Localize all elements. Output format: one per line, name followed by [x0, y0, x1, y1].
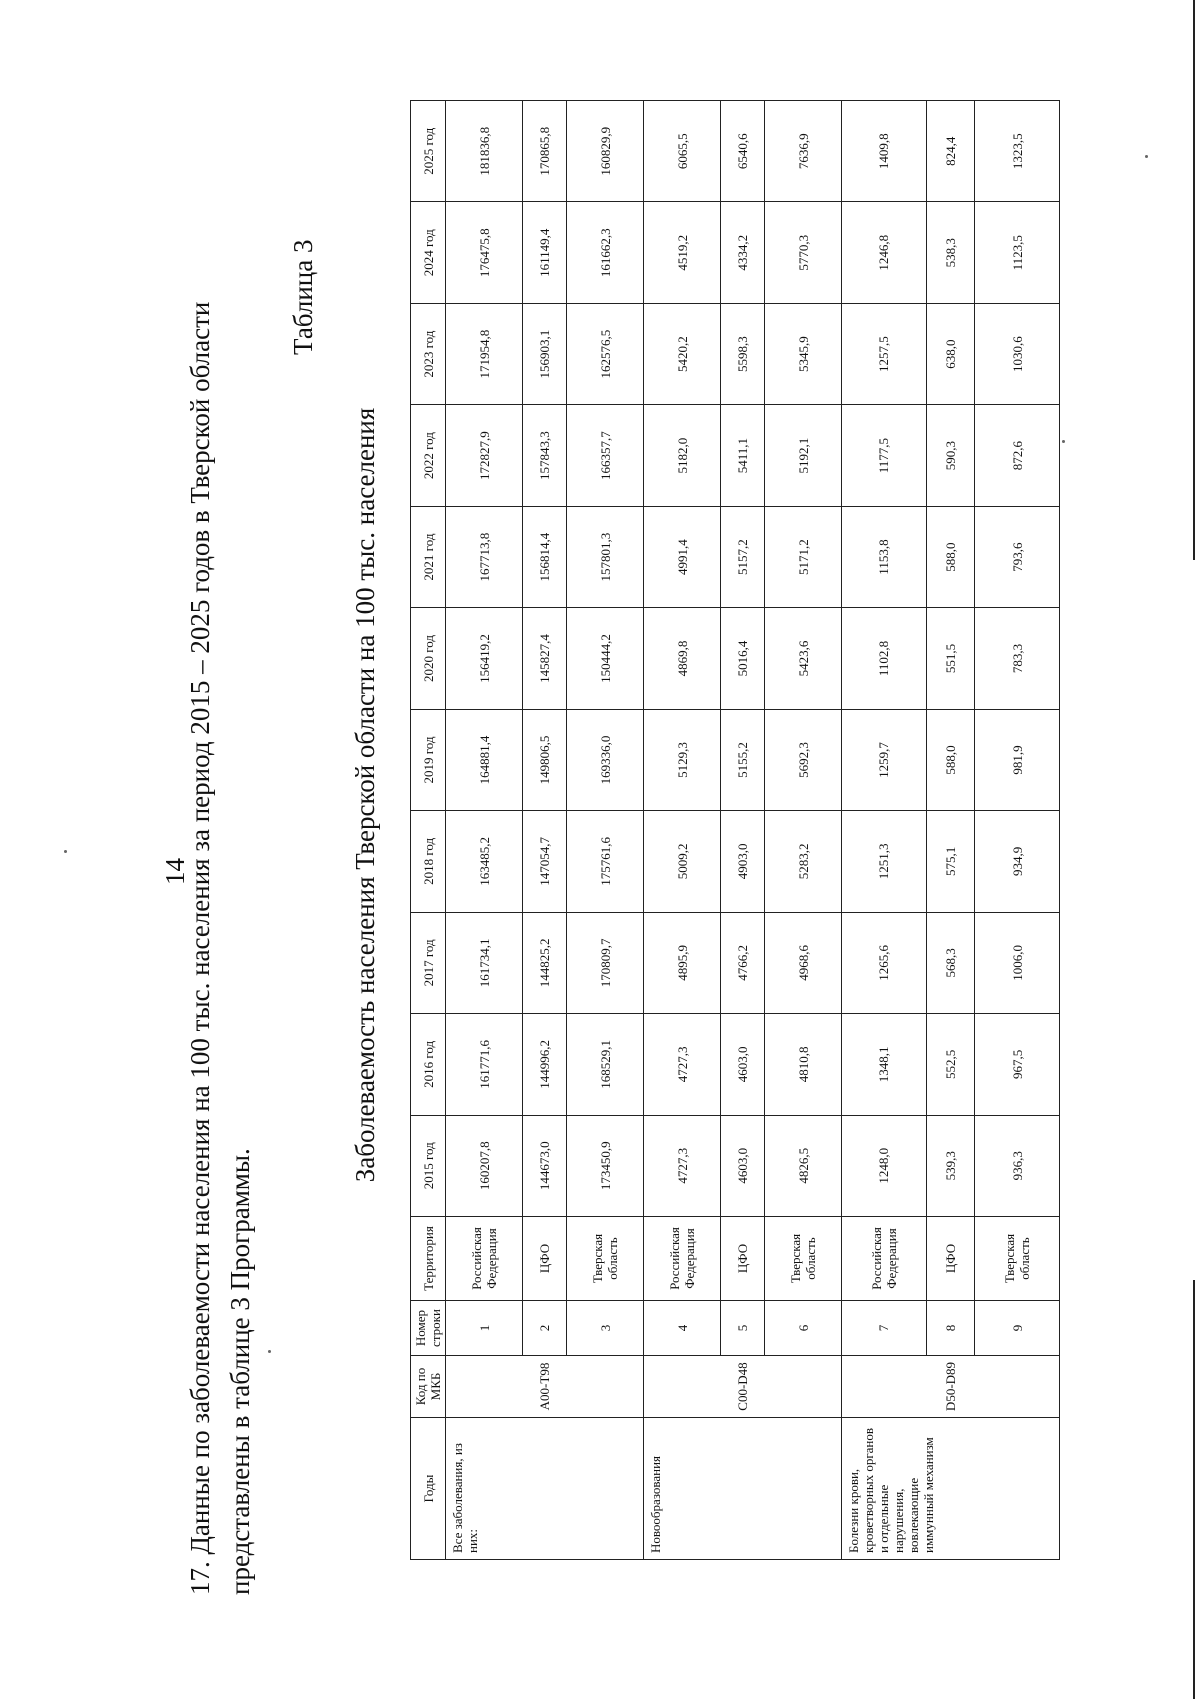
- row-number-cell: 7: [842, 1301, 927, 1356]
- value-cell: 144673,0: [523, 1115, 567, 1216]
- value-cell: 638,0: [926, 303, 974, 404]
- value-cell: 4810,8: [765, 1014, 842, 1115]
- value-cell: 5692,3: [765, 709, 842, 810]
- value-cell: 5016,4: [721, 608, 765, 709]
- header-year: 2020 год: [411, 608, 446, 709]
- value-cell: 161662,3: [567, 202, 644, 303]
- value-cell: 4903,0: [721, 811, 765, 912]
- value-cell: 552,5: [926, 1014, 974, 1115]
- value-cell: 160829,9: [567, 101, 644, 202]
- header-year: 2016 год: [411, 1014, 446, 1115]
- header-year: 2019 год: [411, 709, 446, 810]
- value-cell: 161734,1: [446, 912, 523, 1013]
- value-cell: 538,3: [926, 202, 974, 303]
- value-cell: 4869,8: [644, 608, 721, 709]
- value-cell: 1259,7: [842, 709, 927, 810]
- value-cell: 539,3: [926, 1115, 974, 1216]
- value-cell: 157801,3: [567, 506, 644, 607]
- value-cell: 5182,0: [644, 405, 721, 506]
- value-cell: 168529,1: [567, 1014, 644, 1115]
- territory-cell: Тверская область: [765, 1217, 842, 1301]
- row-number-cell: 3: [567, 1301, 644, 1356]
- value-cell: 162576,5: [567, 303, 644, 404]
- value-cell: 4826,5: [765, 1115, 842, 1216]
- table-row: [567, 101, 644, 1560]
- value-cell: 157843,3: [523, 405, 567, 506]
- header-year: 2022 год: [411, 405, 446, 506]
- value-cell: 4334,2: [721, 202, 765, 303]
- value-cell: 173450,9: [567, 1115, 644, 1216]
- value-cell: 1246,8: [842, 202, 927, 303]
- value-cell: 5009,2: [644, 811, 721, 912]
- table-row: [721, 101, 765, 1560]
- morbidity-table: [410, 100, 1060, 1560]
- table-header-row: [411, 101, 446, 1560]
- icd-code-cell: D50-D89: [842, 1356, 1060, 1418]
- value-cell: 4727,3: [644, 1014, 721, 1115]
- value-cell: 5411,1: [721, 405, 765, 506]
- value-cell: 1257,5: [842, 303, 927, 404]
- header-year: 2017 год: [411, 912, 446, 1013]
- value-cell: 170809,7: [567, 912, 644, 1013]
- value-cell: 5345,9: [765, 303, 842, 404]
- value-cell: 144996,2: [523, 1014, 567, 1115]
- territory-cell: Российская Федерация: [446, 1217, 523, 1301]
- value-cell: 872,6: [975, 405, 1060, 506]
- page-number: 14: [160, 858, 190, 885]
- table-number: Таблица 3: [288, 239, 318, 355]
- value-cell: 5420,2: [644, 303, 721, 404]
- value-cell: 1153,8: [842, 506, 927, 607]
- value-cell: 4519,2: [644, 202, 721, 303]
- row-number-cell: 6: [765, 1301, 842, 1356]
- value-cell: 4727,3: [644, 1115, 721, 1216]
- table-row: [842, 101, 927, 1560]
- value-cell: 156903,1: [523, 303, 567, 404]
- value-cell: 1177,5: [842, 405, 927, 506]
- value-cell: 6540,6: [721, 101, 765, 202]
- value-cell: 5155,2: [721, 709, 765, 810]
- territory-cell: ЦФО: [523, 1217, 567, 1301]
- territory-cell: Российская Федерация: [644, 1217, 721, 1301]
- header-year: 2018 год: [411, 811, 446, 912]
- value-cell: 981,9: [975, 709, 1060, 810]
- header-year: 2015 год: [411, 1115, 446, 1216]
- value-cell: 824,4: [926, 101, 974, 202]
- row-number-cell: 1: [446, 1301, 523, 1356]
- value-cell: 590,3: [926, 405, 974, 506]
- value-cell: 1006,0: [975, 912, 1060, 1013]
- value-cell: 5423,6: [765, 608, 842, 709]
- value-cell: 5598,3: [721, 303, 765, 404]
- header-year: 2021 год: [411, 506, 446, 607]
- row-number-cell: 9: [975, 1301, 1060, 1356]
- table-title: Заболеваемость населения Тверской области на 100 тыс. населения: [350, 407, 380, 1183]
- value-cell: 5770,3: [765, 202, 842, 303]
- value-cell: 6065,5: [644, 101, 721, 202]
- value-cell: 4603,0: [721, 1115, 765, 1216]
- table-row: [926, 101, 974, 1560]
- value-cell: 163485,2: [446, 811, 523, 912]
- value-cell: 150444,2: [567, 608, 644, 709]
- value-cell: 156419,2: [446, 608, 523, 709]
- territory-cell: ЦФО: [721, 1217, 765, 1301]
- value-cell: 167713,8: [446, 506, 523, 607]
- value-cell: 575,1: [926, 811, 974, 912]
- value-cell: 4766,2: [721, 912, 765, 1013]
- header-years: Годы: [411, 1418, 446, 1560]
- value-cell: 5171,2: [765, 506, 842, 607]
- header-year: 2023 год: [411, 303, 446, 404]
- rotated-page: [5, 65, 1195, 1625]
- category-cell: Новообразования: [644, 1418, 842, 1560]
- category-cell: Все заболевания, из них:: [446, 1418, 644, 1560]
- value-cell: 1265,6: [842, 912, 927, 1013]
- row-number-cell: 2: [523, 1301, 567, 1356]
- value-cell: 783,3: [975, 608, 1060, 709]
- icd-code-cell: C00-D48: [644, 1356, 842, 1418]
- value-cell: 5129,3: [644, 709, 721, 810]
- value-cell: 4991,4: [644, 506, 721, 607]
- value-cell: 149806,5: [523, 709, 567, 810]
- value-cell: 934,9: [975, 811, 1060, 912]
- value-cell: 4968,6: [765, 912, 842, 1013]
- territory-cell: ЦФО: [926, 1217, 974, 1301]
- value-cell: 147054,7: [523, 811, 567, 912]
- value-cell: 175761,6: [567, 811, 644, 912]
- value-cell: 4603,0: [721, 1014, 765, 1115]
- value-cell: 172827,9: [446, 405, 523, 506]
- value-cell: 169336,0: [567, 709, 644, 810]
- value-cell: 164881,4: [446, 709, 523, 810]
- value-cell: 171954,8: [446, 303, 523, 404]
- value-cell: 1102,8: [842, 608, 927, 709]
- table-row: [765, 101, 842, 1560]
- territory-cell: Российская Федерация: [842, 1217, 927, 1301]
- territory-cell: Тверская область: [975, 1217, 1060, 1301]
- table-row: [523, 101, 567, 1560]
- territory-cell: Тверская область: [567, 1217, 644, 1301]
- value-cell: 793,6: [975, 506, 1060, 607]
- value-cell: 176475,8: [446, 202, 523, 303]
- value-cell: 588,0: [926, 506, 974, 607]
- row-number-cell: 5: [721, 1301, 765, 1356]
- value-cell: 7636,9: [765, 101, 842, 202]
- table-row: [975, 101, 1060, 1560]
- value-cell: 936,3: [975, 1115, 1060, 1216]
- value-cell: 568,3: [926, 912, 974, 1013]
- value-cell: 1409,8: [842, 101, 927, 202]
- value-cell: 166357,7: [567, 405, 644, 506]
- header-year: 2025 год: [411, 101, 446, 202]
- value-cell: 1323,5: [975, 101, 1060, 202]
- value-cell: 5283,2: [765, 811, 842, 912]
- header-year: 2024 год: [411, 202, 446, 303]
- value-cell: 1123,5: [975, 202, 1060, 303]
- section-heading: 17. Данные по заболеваемости населения на 100 тыс. населения за период 2015 – 2025 годов в Тверской области представлены в таблице 3 Программы.: [185, 301, 255, 1595]
- row-number-cell: 4: [644, 1301, 721, 1356]
- category-cell: Болезни крови, кроветворных органов и отдельные нарушения, вовлекающие иммунный механизм: [842, 1418, 1060, 1560]
- value-cell: 160207,8: [446, 1115, 523, 1216]
- value-cell: 161149,4: [523, 202, 567, 303]
- value-cell: 156814,4: [523, 506, 567, 607]
- value-cell: 181836,8: [446, 101, 523, 202]
- header-row-number: Номер строки: [411, 1301, 446, 1356]
- value-cell: 5192,1: [765, 405, 842, 506]
- value-cell: 1030,6: [975, 303, 1060, 404]
- value-cell: 1348,1: [842, 1014, 927, 1115]
- value-cell: 170865,8: [523, 101, 567, 202]
- row-number-cell: 8: [926, 1301, 974, 1356]
- value-cell: 551,5: [926, 608, 974, 709]
- icd-code-cell: A00-T98: [446, 1356, 644, 1418]
- header-territory: Территория: [411, 1217, 446, 1301]
- value-cell: 967,5: [975, 1014, 1060, 1115]
- value-cell: 161771,6: [446, 1014, 523, 1115]
- value-cell: 1248,0: [842, 1115, 927, 1216]
- header-code: Код по МКБ: [411, 1356, 446, 1418]
- table-row: [446, 101, 523, 1560]
- value-cell: 5157,2: [721, 506, 765, 607]
- table-row: [644, 101, 721, 1560]
- value-cell: 144825,2: [523, 912, 567, 1013]
- value-cell: 588,0: [926, 709, 974, 810]
- value-cell: 4895,9: [644, 912, 721, 1013]
- value-cell: 1251,3: [842, 811, 927, 912]
- value-cell: 145827,4: [523, 608, 567, 709]
